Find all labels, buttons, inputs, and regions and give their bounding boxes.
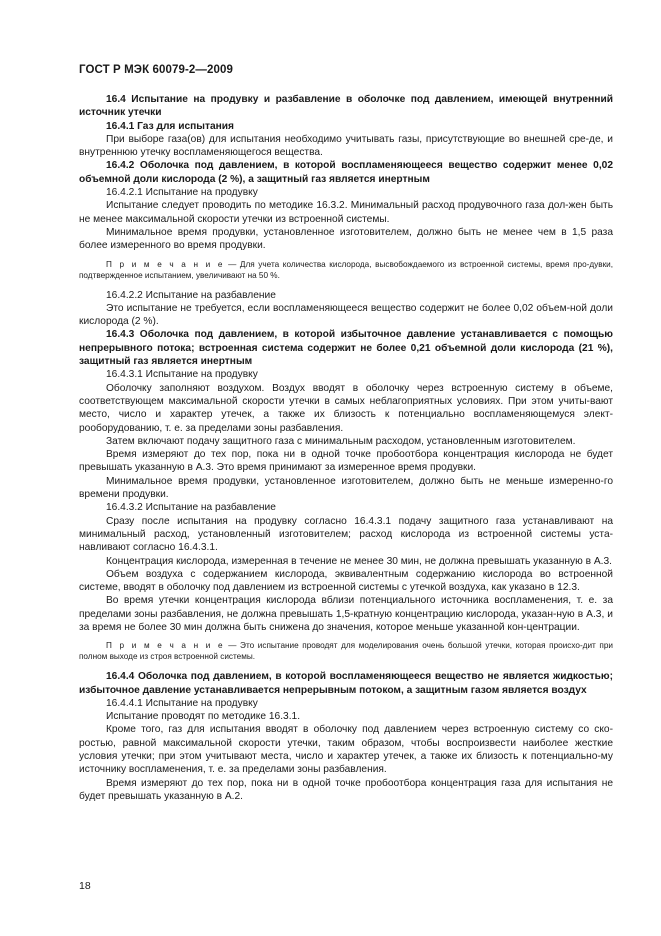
paragraph: Объем воздуха с содержанием кислорода, эквивалентным содержанию кислорода во встроенной системе, вводят в оболочку под давлением из встроенной системы с утечкой воздуха, как указано в 12.3. [79,568,613,594]
paragraph: Время измеряют до тех пор, пока ни в одной точке пробоотбора концентрация кислорода не будет превышать указанную в А.3. Это время принимают за измеренное время продувки. [79,449,613,474]
paragraph: Оболочку заполняют воздухом. Воздух вводят в оболочку через встроенную систему в объеме, соответствующем максимальной скорости утечки в самых неблагоприятных условиях. При этом учиты-вают место, число и характер утечек, а также их близость к потенциально воспламеняющемуся элект-рооборудованию, т. е. за пределами зоны разбавления. [79,382,613,434]
paragraph: Минимальное время продувки, установленное изготовителем, должно быть не менее чем в 1,5 раза более измеренного во время продувки. [79,226,613,252]
paragraph: Испытание следует проводить по методике 16.3.2. Минимальный расход продувочного газа дол-жен быть не менее максимальной скорости утечки из встроенной системы. [79,200,613,225]
paragraph: При выборе газа(ов) для испытания необходимо учитывать газы, присутствующие во внешней сре-де, и внутреннюю утечку воспламеняющегося вещества. [79,133,613,159]
clause-heading-16-4-2-1: 16.4.2.1 Испытание на продувку [106,187,258,199]
document-body [79,93,613,803]
subsection-heading-16-4-4: 16.4.4 Оболочка под давлением, в которой воспламеняющееся вещество не является жидкостью; избыточное давление устанавливается непрерывным потоком, а защитным газом является воздух [79,671,613,696]
clause-heading-16-4-3-1: 16.4.3.1 Испытание на продувку [106,369,258,381]
clause-heading-16-4-2-2: 16.4.2.2 Испытание на разбавление [106,289,276,301]
paragraph: Во время утечки концентрация кислорода вблизи потенциального источника воспламенения, т. е. за пределами зоны разбавления, не должна превышать 1,5-кратную концентрацию кислорода, указан-ную в А.3, и за время не более 30 мин должна быть снижена до значения, которое меньше указанной кон-центрации. [79,595,613,633]
subsection-heading-16-4-3: 16.4.3 Оболочка под давлением, в которой избыточное давление устанавливается с помощью непрерывного потока; встроенная система содержит не более 0,21 объемной доли кислорода (21 %), защитный газ является инертным [79,329,613,368]
paragraph: Минимальное время продувки, установленное изготовителем, должно быть не меньше измеренно-го времени продувки. [79,475,613,501]
paragraph: Испытание проводят по методике 16.3.1. [106,711,301,723]
page-number: 18 [79,880,91,892]
subsection-heading-16-4-1: 16.4.1 Газ для испытания [106,120,234,132]
note-1 [79,259,613,281]
standard-header: ГОСТ Р МЭК 60079-2—2009 [79,64,233,76]
note-text: — Это испытание проводят для моделирования очень большой утечки, которая происхо-дит при полном выходе из строя встроенной системы. [79,641,613,662]
clause-heading-16-4-4-1: 16.4.4.1 Испытание на продувку [106,697,258,709]
note-text: — Для учета количества кислорода, высвобождаемого из встроенной системы, время про-дувки, подтвержденное испытанием, увеличивают на 50 %. [79,259,614,280]
section-heading-16-4: 16.4 Испытание на продувку и разбавление в оболочке под давлением, имеющей внутренний источник утечки [79,94,613,119]
paragraph: Кроме того, газ для испытания вводят в оболочку под давлением через встроенную систему со ско-ростью, равной максимальной скорости утечки, таким образом, чтобы воспроизвести наиболее жесткие условия утечки; при этом учитывают места, число и характер утечек, а также их близость к потенциально-му источнику воспламенения, т. е. за пределами зоны разбавления. [79,724,613,776]
paragraph: Время измеряют до тех пор, пока ни в одной точке пробоотбора концентрация газа для испытания не будет превышать указанную в А.2. [79,777,613,802]
clause-heading-16-4-3-2: 16.4.3.2 Испытание на разбавление [106,502,276,514]
paragraph: Это испытание не требуется, если воспламеняющееся вещество содержит не более 0,02 объем-ной доли кислорода (2 %). [79,302,613,328]
note-label: П р и м е ч а н и е [106,259,225,269]
note-label: П р и м е ч а н и е [106,641,225,651]
subsection-heading-16-4-2: 16.4.2 Оболочка под давлением, в которой воспламеняющееся вещество содержит менее 0,02 объемной доли кислорода (2 %), а защитный газ является инертным [79,160,613,185]
paragraph: Сразу после испытания на продувку согласно 16.4.3.1 подачу защитного газа устанавливают на минимальный расход, установленный изготовителем; расход кислорода из встроенной системы уста-навливают согласно 16.4.3.1. [79,515,613,554]
paragraph: Концентрация кислорода, измеренная в течение не менее 30 мин, не должна превышать указанную в А.3. [106,555,612,567]
note-2 [79,640,613,662]
paragraph: Затем включают подачу защитного газа с минимальным расходом, установленным изготовителем. [106,435,576,447]
